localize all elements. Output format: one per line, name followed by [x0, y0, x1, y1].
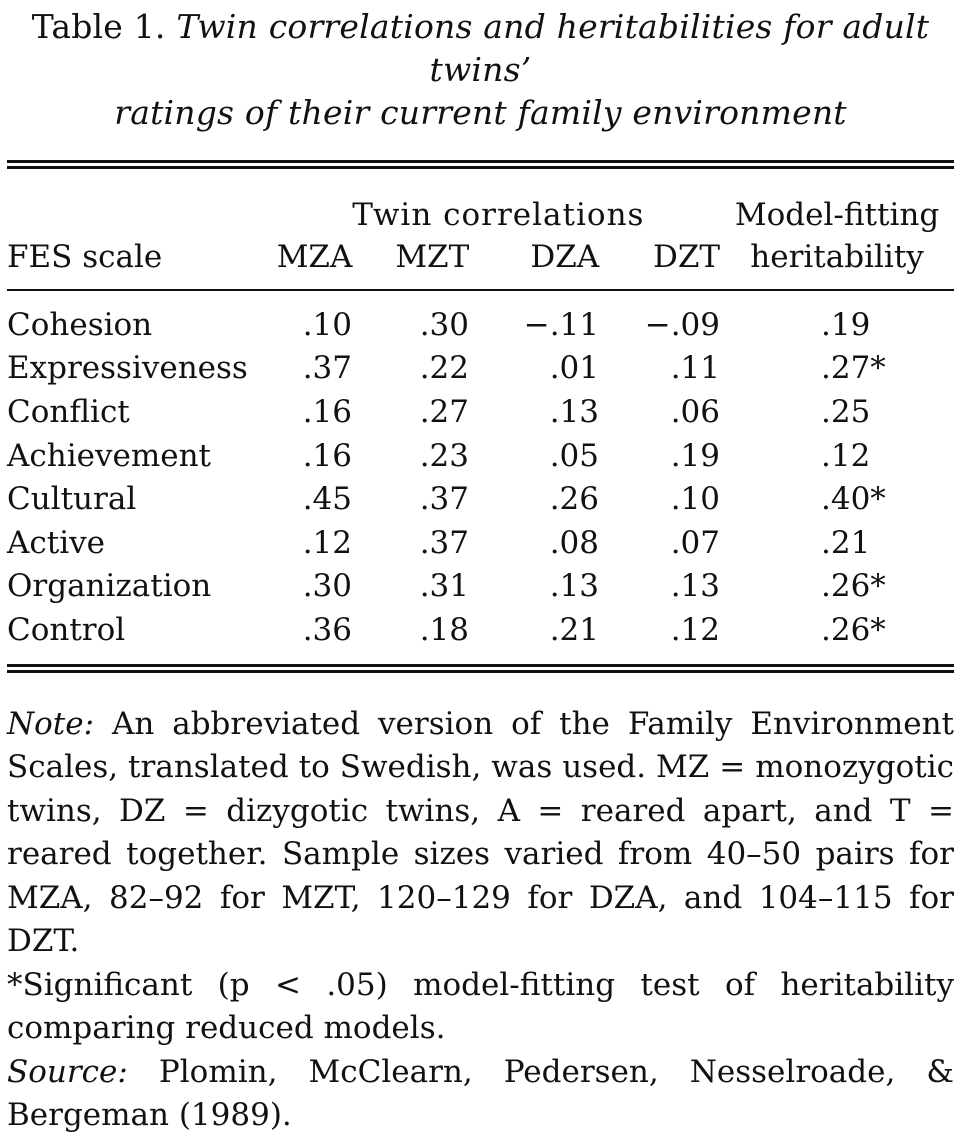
mzt-cell: .30 — [419, 306, 469, 343]
fes-scale-cell: Control — [7, 611, 126, 648]
heritability-value: .25 — [821, 393, 871, 430]
note-label: Note: — [7, 705, 95, 742]
dza-cell: .26 — [549, 481, 599, 518]
mza-cell: .37 — [302, 350, 352, 387]
source-paragraph — [7, 1051, 954, 1138]
col-header-dza: DZA — [530, 239, 600, 275]
bottom-double-rule — [7, 664, 954, 673]
table-row — [7, 477, 954, 521]
heritability-value: .21 — [821, 524, 871, 561]
mza-cell: .16 — [302, 437, 352, 474]
heritability-value: .19 — [821, 306, 871, 343]
table-row — [7, 347, 954, 391]
dzt-cell: .07 — [670, 524, 720, 561]
dza-cell: .08 — [549, 524, 599, 561]
heritability-value: .12 — [821, 437, 871, 474]
mzt-cell: .23 — [419, 437, 469, 474]
caption-label: Table 1. — [31, 7, 166, 46]
fes-scale-cell: Conflict — [7, 393, 130, 430]
table-header — [7, 191, 954, 275]
mza-cell: .36 — [302, 611, 352, 648]
note-paragraph — [7, 703, 954, 964]
heritability-value: .40* — [821, 481, 886, 518]
mzt-cell: .37 — [419, 524, 469, 561]
twin-correlations-spanner: Twin correlations — [352, 197, 645, 233]
heritability-cell — [720, 477, 954, 521]
col-header-dzt: DZT — [653, 239, 721, 275]
table-row — [7, 565, 954, 609]
dzt-cell: .06 — [670, 393, 720, 430]
fes-scale-cell: Cohesion — [7, 306, 153, 343]
caption-title-1: Twin correlations and heritabilities for adult twins’ — [176, 7, 930, 89]
heritability-cell — [720, 390, 954, 434]
table-row — [7, 608, 954, 652]
fes-scale-cell: Achievement — [7, 437, 211, 474]
header-rule — [7, 289, 954, 291]
caption-title-2: ratings of their current family environment — [114, 93, 847, 132]
dza-cell: −.11 — [523, 306, 599, 343]
heritability-cell — [720, 303, 954, 347]
table-body — [7, 303, 954, 652]
dza-cell: .05 — [549, 437, 599, 474]
note-text: An abbreviated version of the Family Environment Scales, translated to Swedish, was used. MZ = monozygotic twins, DZ = dizygotic twins, A = reared apart, and T = reared together. Sample sizes varied from 40–50 pairs for MZA, 82–92 for MZT, 120–129 for DZA, and 104–115 for DZT. — [7, 705, 954, 960]
top-double-rule — [7, 160, 954, 169]
heritability-header-line2: heritability — [750, 239, 924, 275]
heritability-value: .26* — [821, 568, 886, 605]
mza-cell: .16 — [302, 393, 352, 430]
dzt-cell: .12 — [670, 611, 720, 648]
mzt-cell: .18 — [419, 611, 469, 648]
heritability-cell — [720, 608, 954, 652]
table-caption — [7, 5, 954, 134]
fes-scale-cell: Active — [7, 524, 105, 561]
dza-cell: .13 — [549, 568, 599, 605]
source-text: Plomin, McClearn, Pedersen, Nesselroade, & Bergeman (1989). — [7, 1053, 954, 1134]
fes-scale-cell: Expressiveness — [7, 350, 248, 387]
mza-cell: .45 — [302, 481, 352, 518]
source-label: Source: — [7, 1053, 128, 1090]
mzt-cell: .27 — [419, 393, 469, 430]
fes-scale-cell: Cultural — [7, 481, 137, 518]
table-row — [7, 521, 954, 565]
heritability-value: .27* — [821, 350, 886, 387]
fes-scale-header: FES scale — [7, 239, 163, 275]
heritability-cell — [720, 521, 954, 565]
mza-cell: .12 — [302, 524, 352, 561]
dzt-cell: .13 — [670, 568, 720, 605]
heritability-header-line1: Model-fitting — [734, 197, 940, 233]
col-header-mzt: MZT — [395, 239, 470, 275]
mza-cell: .30 — [302, 568, 352, 605]
fes-scale-cell: Organization — [7, 568, 212, 605]
table-row — [7, 434, 954, 478]
table-notes — [7, 703, 954, 1138]
heritability-cell — [720, 434, 954, 478]
table-row — [7, 303, 954, 347]
table-row — [7, 390, 954, 434]
heritability-cell — [720, 347, 954, 391]
mzt-cell: .31 — [419, 568, 469, 605]
dzt-cell: .19 — [670, 437, 720, 474]
dzt-cell: −.09 — [644, 306, 720, 343]
dzt-cell: .11 — [670, 350, 720, 387]
col-header-mza: MZA — [276, 239, 353, 275]
table-figure — [7, 0, 954, 1138]
dza-cell: .21 — [549, 611, 599, 648]
heritability-value: .26* — [821, 611, 886, 648]
mza-cell: .10 — [302, 306, 352, 343]
caption-line-1 — [7, 5, 954, 91]
dza-cell: .13 — [549, 393, 599, 430]
heritability-cell — [720, 565, 954, 609]
dzt-cell: .10 — [670, 481, 720, 518]
dza-cell: .01 — [549, 350, 599, 387]
mzt-cell: .37 — [419, 481, 469, 518]
significance-note: *Significant (p < .05) model-fitting test of heritability comparing reduced models. — [7, 966, 954, 1047]
mzt-cell: .22 — [419, 350, 469, 387]
